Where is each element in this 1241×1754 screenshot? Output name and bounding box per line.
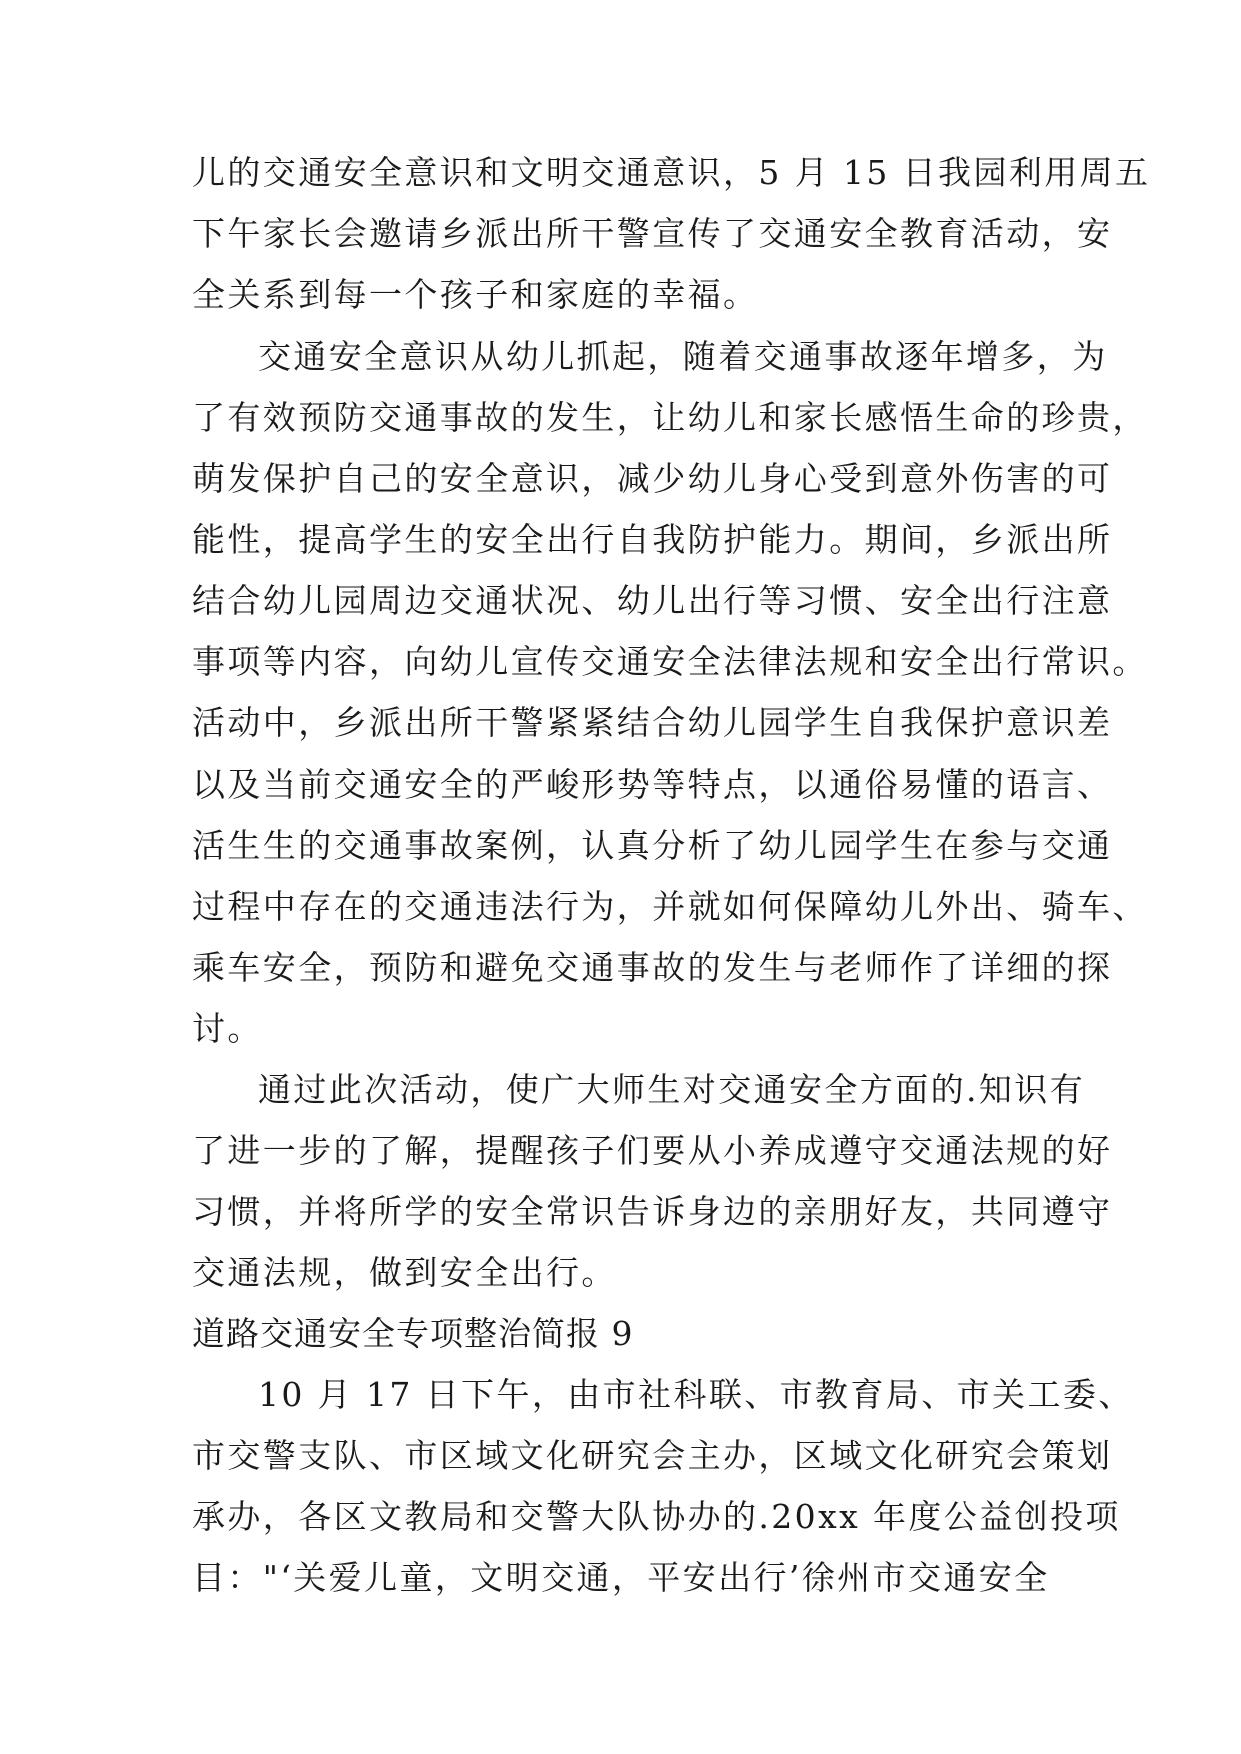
paragraph-line: 儿的交通安全意识和文明交通意识，5 月 15 日我园利用周五 — [192, 153, 1151, 192]
paragraph-line: 通过此次活动，使广大师生对交通安全方面的.知识有 — [258, 1070, 1086, 1109]
paragraph-line: 全关系到每一个孩子和家庭的幸福。 — [192, 275, 759, 314]
paragraph-line: 过程中存在的交通违法行为，并就如何保障幼儿外出、骑车、 — [192, 887, 1148, 926]
paragraph-line: 目："‘关爱儿童，文明交通，平安出行’徐州市交通安全 — [192, 1558, 1050, 1597]
paragraph-line: 活动中，乡派出所干警紧紧结合幼儿园学生自我保护意识差 — [192, 703, 1113, 742]
paragraph-line: 交通法规，做到安全出行。 — [192, 1253, 617, 1292]
paragraph-line: 承办，各区文教局和交警大队协办的.20xx 年度公益创投项 — [192, 1497, 1121, 1536]
paragraph-line: 活生生的交通事故案例，认真分析了幼儿园学生在参与交通 — [192, 826, 1113, 865]
paragraph-line: 下午家长会邀请乡派出所干警宣传了交通安全教育活动，安 — [192, 214, 1113, 253]
paragraph-line: 事项等内容，向幼儿宣传交通安全法律法规和安全出行常识。 — [192, 642, 1148, 681]
paragraph-line: 结合幼儿园周边交通状况、幼儿出行等习惯、安全出行注意 — [192, 581, 1113, 620]
paragraph-line: 以及当前交通安全的严峻形势等特点，以通俗易懂的语言、 — [192, 765, 1113, 804]
paragraph-line: 了进一步的了解，提醒孩子们要从小养成遵守交通法规的好 — [192, 1131, 1113, 1170]
section-heading: 道路交通安全专项整治简报 9 — [192, 1314, 634, 1353]
paragraph-line: 萌发保护自己的安全意识，减少幼儿身心受到意外伤害的可 — [192, 459, 1113, 498]
paragraph-line: 能性，提高学生的安全出行自我防护能力。期间，乡派出所 — [192, 520, 1113, 559]
paragraph-line: 乘车安全，预防和避免交通事故的发生与老师作了详细的探 — [192, 948, 1113, 987]
paragraph-line: 习惯，并将所学的安全常识告诉身边的亲朋好友，共同遵守 — [192, 1192, 1113, 1231]
paragraph-line: 10 月 17 日下午，由市社科联、市教育局、市关工委、 — [258, 1375, 1134, 1414]
paragraph-line: 交通安全意识从幼儿抓起，随着交通事故逐年增多，为 — [258, 337, 1108, 376]
paragraph-line: 市交警支队、市区域文化研究会主办，区域文化研究会策划 — [192, 1436, 1113, 1475]
paragraph-line: 了有效预防交通事故的发生，让幼儿和家长感悟生命的珍贵， — [192, 398, 1148, 437]
paragraph-line: 讨。 — [192, 1009, 263, 1048]
